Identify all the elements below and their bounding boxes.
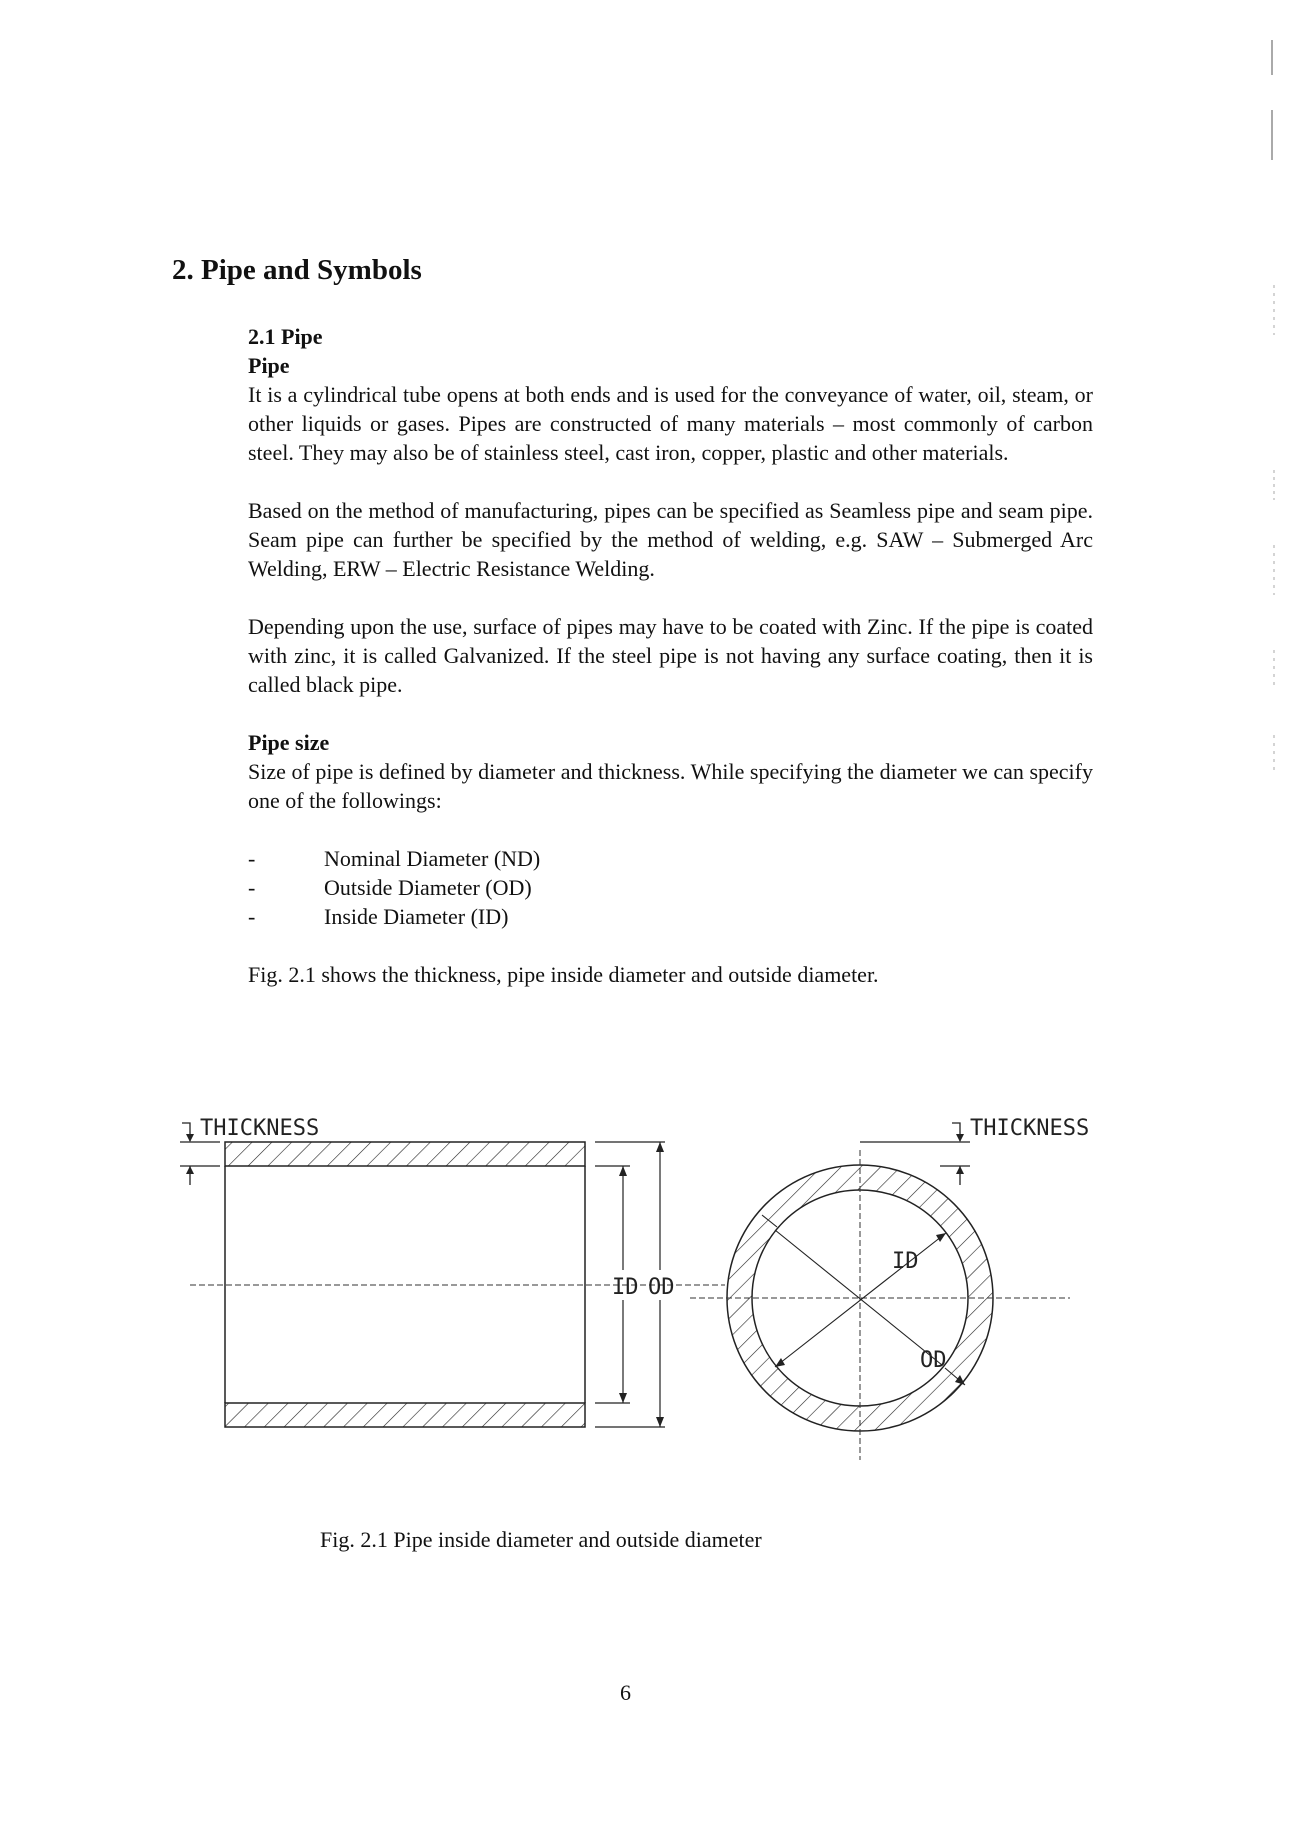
- thickness-label-right: THICKNESS: [970, 1116, 1090, 1141]
- od-label-side: OD: [648, 1275, 675, 1300]
- page-number: 6: [620, 1680, 631, 1705]
- dash-bullet: -: [248, 904, 256, 929]
- pipe-heading: Pipe: [248, 353, 290, 378]
- pipe-paragraph-2: Based on the method of manufacturing, pipes can be specified as Seamless pipe and seam pipe. Seam pipe can further be specified by the method of welding, e.g. SAW – Submerged Arc Welding, ERW – Electric Resistance Welding.: [248, 498, 1093, 581]
- list-item: - Outside Diameter (OD): [248, 875, 532, 900]
- dash-bullet: -: [248, 846, 256, 871]
- thickness-label-left: THICKNESS: [200, 1116, 320, 1141]
- subsection-title: 2.1 Pipe: [248, 324, 323, 349]
- id-label-side: ID: [612, 1275, 639, 1300]
- pipe-paragraph-3: Depending upon the use, surface of pipes may have to be coated with Zinc. If the pipe is coated with zinc, it is called Galvanized. If the steel pipe is not having any surface coating, then it is called black pipe.: [248, 614, 1093, 697]
- list-item: - Nominal Diameter (ND): [248, 846, 541, 871]
- pipe-paragraph-1: It is a cylindrical tube opens at both ends and is used for the conveyance of water, oil, steam, or other liquids or gases. Pipes are constructed of many materials – most commonly of carbon steel. They may also be of stainless steel, cast iron, copper, plastic and other materials.: [248, 382, 1093, 465]
- pipe-size-heading: Pipe size: [248, 730, 330, 755]
- figure-reference: Fig. 2.1 shows the thickness, pipe inside diameter and outside diameter.: [248, 962, 879, 987]
- id-label-circle: ID: [892, 1249, 919, 1274]
- figure-caption: Fig. 2.1 Pipe inside diameter and outside diameter: [320, 1527, 762, 1552]
- list-item: - Inside Diameter (ID): [248, 904, 509, 929]
- section-title: 2. Pipe and Symbols: [172, 254, 422, 286]
- pipe-size-intro: Size of pipe is defined by diameter and thickness. While specifying the diameter we can specify one of the followings:: [248, 759, 1093, 813]
- dash-bullet: -: [248, 875, 256, 900]
- od-label-circle: OD: [920, 1348, 947, 1373]
